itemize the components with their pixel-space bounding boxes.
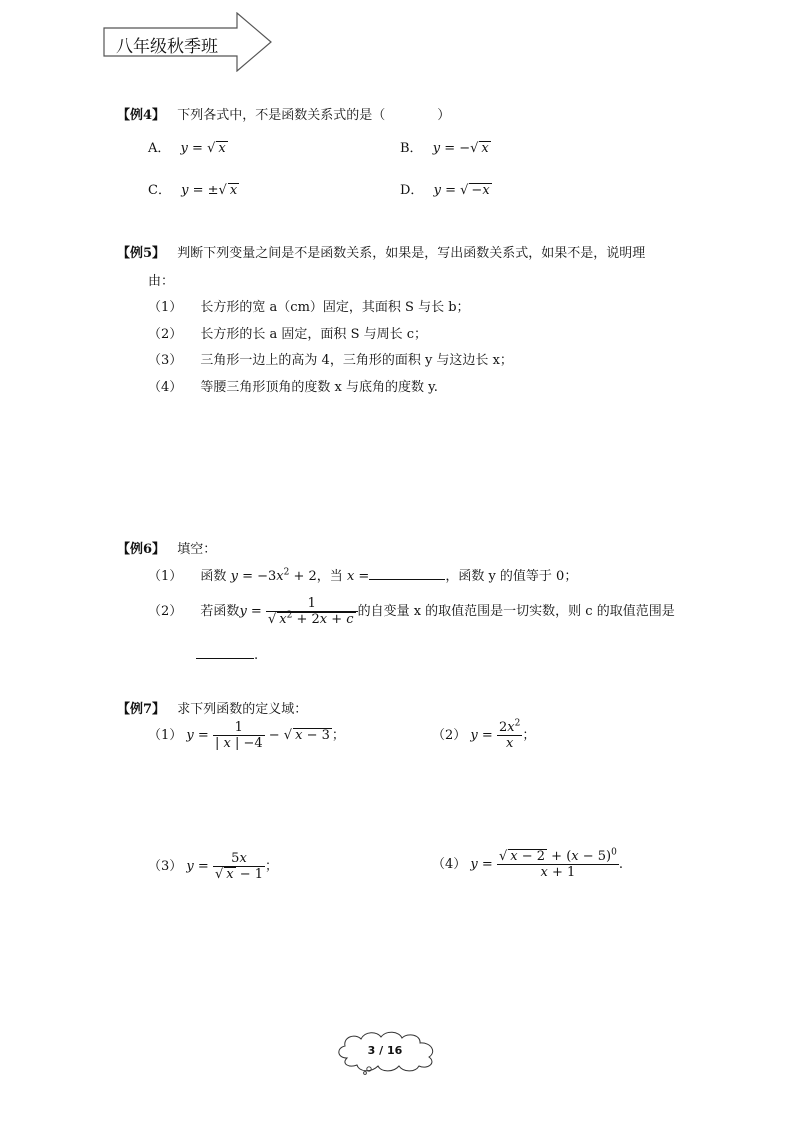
option-letter: B． bbox=[400, 141, 423, 156]
ex5-question bbox=[117, 242, 645, 261]
item-number: （4） bbox=[432, 857, 467, 872]
ex5-item-4 bbox=[148, 376, 438, 395]
item-text: ，当 bbox=[316, 569, 343, 584]
ex4-option-d: D． y = √ −x bbox=[400, 183, 490, 198]
ex7-item-3: （3） y = $\frac{5x}{√ x - 1}$ ； bbox=[148, 851, 279, 882]
item-number: （3） bbox=[148, 353, 183, 368]
option-letter: A． bbox=[148, 141, 171, 156]
ex4-option-b: B． y = −√ x bbox=[400, 141, 489, 156]
item-number: （2） bbox=[432, 728, 467, 743]
ex4-question bbox=[117, 104, 450, 123]
item-text: 若函数 bbox=[200, 604, 240, 619]
ex7-item-2: （2） y = $\frac{2x^2}{x}$ ； bbox=[432, 718, 536, 751]
item-text: 的自变量 x 的取值范围是一切实数，则 c 的取值范围是 bbox=[357, 604, 675, 619]
item-number: （2） bbox=[148, 604, 183, 619]
item-number: （1） bbox=[148, 300, 183, 315]
ex6-item-1: （1） 函数 $y = -3x^2 + 2$，当 x = ，函数 y 的值等于 0； bbox=[148, 567, 578, 584]
fraction: $\frac{2x^2}{x}$ bbox=[498, 718, 521, 751]
ex5-item-3 bbox=[148, 349, 513, 368]
item-number: （4） bbox=[148, 380, 183, 395]
ex6-title bbox=[117, 538, 216, 557]
ex6-item-2-continuation bbox=[196, 646, 258, 663]
ex4-question-text: 下列各式中，不是函数关系式的是（ ） bbox=[177, 108, 451, 123]
ex5-label: 【例5】 bbox=[117, 246, 166, 261]
semicolon: ； bbox=[522, 728, 536, 743]
ex4-option-a: A． y = √ x bbox=[148, 141, 226, 156]
option-letter: C． bbox=[148, 183, 171, 198]
ex6-title-text: 填空： bbox=[177, 542, 217, 557]
ex7-title-text: 求下列函数的定义域： bbox=[177, 702, 308, 717]
ex7-title bbox=[117, 698, 307, 717]
item-text: 函数 bbox=[200, 569, 227, 584]
item-number: （3） bbox=[148, 859, 183, 874]
fraction: $\frac{1}{| x | -4}$ bbox=[214, 720, 263, 751]
ex5-question-line1: 判断下列变量之间是不是函数关系，如果是，写出函数关系式，如果不是，说明理 bbox=[177, 246, 646, 261]
answer-blank[interactable] bbox=[196, 646, 254, 659]
item-text: ，函数 y 的值等于 0； bbox=[445, 569, 578, 584]
fraction: $\frac{1}{√ x^2 + 2x + c}$ bbox=[266, 596, 358, 627]
ex5-item-2 bbox=[148, 323, 427, 342]
ex7-item-4: （4） y = $\frac{√ x - 2 + (x - 5)^0}{x + 1}$ . bbox=[432, 847, 623, 880]
item-text: 三角形一边上的高为 4，三角形的面积 y 与这边长 x； bbox=[200, 353, 513, 368]
ex7-item-1: （1） y = $\frac{1}{| x | -4}$ − √ x − 3 ； bbox=[148, 720, 345, 751]
ex6-label: 【例6】 bbox=[117, 542, 166, 557]
item-text: 长方形的宽 a（cm）固定，其面积 S 与长 b； bbox=[200, 300, 470, 315]
fraction: $\frac{√ x - 2 + (x - 5)^0}{x + 1}$ bbox=[498, 847, 617, 880]
item-text: 长方形的长 a 固定，面积 S 与周长 c； bbox=[200, 327, 428, 342]
ex5-item-1 bbox=[148, 296, 470, 315]
item-number: （1） bbox=[148, 728, 183, 743]
ex4-label: 【例4】 bbox=[117, 108, 166, 123]
ex7-label: 【例7】 bbox=[117, 702, 166, 717]
period: . bbox=[618, 857, 623, 872]
ex4-option-c: C． y = ±√ x bbox=[148, 183, 238, 198]
ex5-question-line2: 由： bbox=[148, 274, 175, 289]
page-number: 3 / 16 bbox=[367, 1044, 403, 1057]
answer-blank[interactable] bbox=[369, 567, 445, 580]
semicolon: ； bbox=[331, 728, 345, 743]
ex6-item-2: （2） 若函数y = $\frac{1}{√ x^2 + 2x + c}$ 的自变量 x 的取值范围是一切实数，则 c 的取值范围是 bbox=[148, 596, 675, 627]
fraction: $\frac{5x}{√ x - 1}$ bbox=[214, 851, 264, 882]
header-title: 八年级秋季班 bbox=[116, 37, 218, 57]
option-letter: D． bbox=[400, 183, 424, 198]
item-number: （2） bbox=[148, 327, 183, 342]
semicolon: ； bbox=[265, 859, 279, 874]
period: . bbox=[254, 648, 259, 663]
item-number: （1） bbox=[148, 569, 183, 584]
item-text: 等腰三角形顶角的度数 x 与底角的度数 y. bbox=[200, 380, 438, 395]
